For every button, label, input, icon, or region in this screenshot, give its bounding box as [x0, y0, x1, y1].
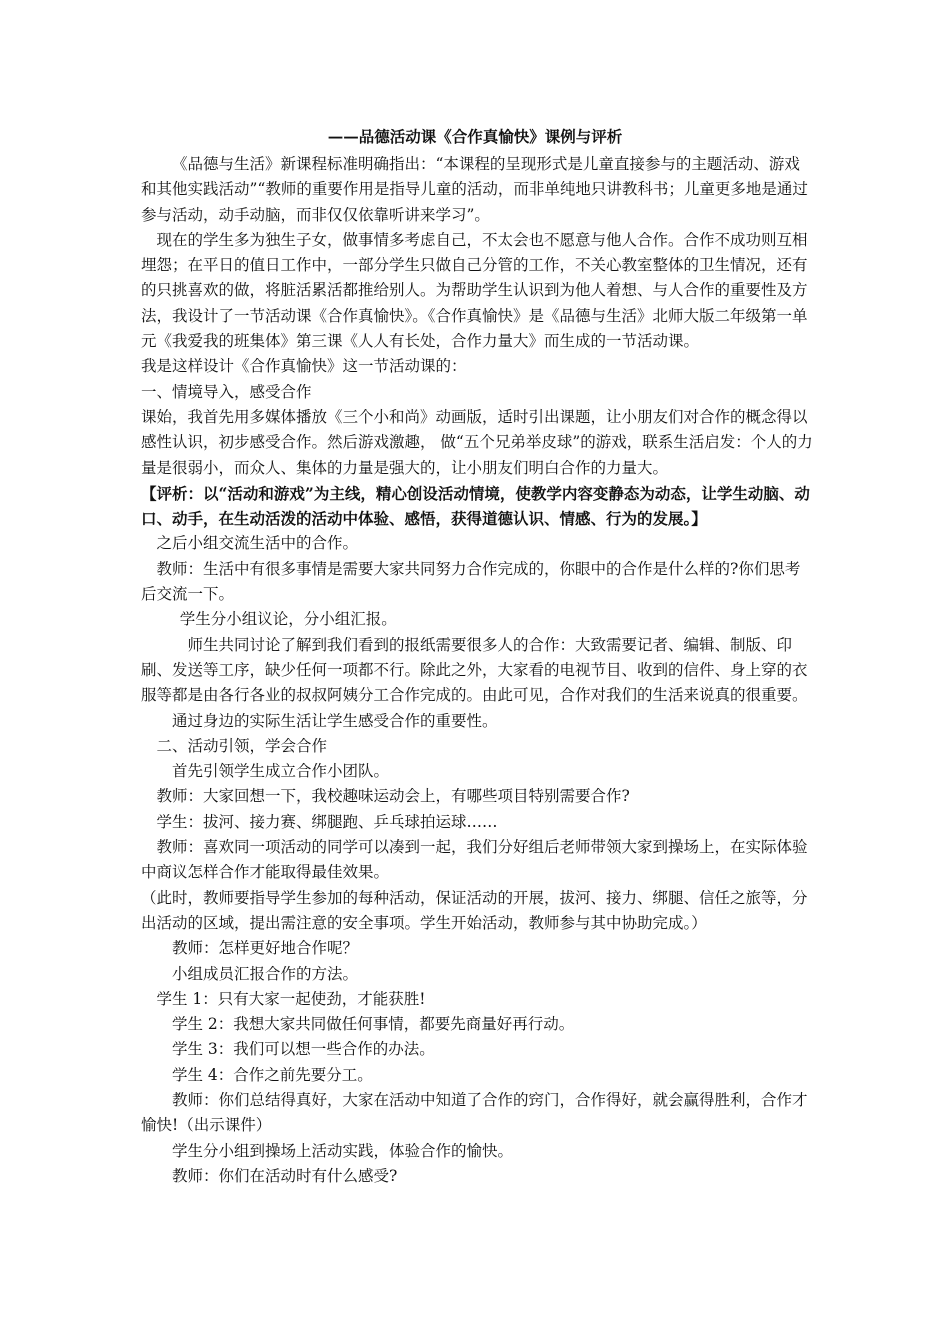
paragraph: 我是这样设计《合作真愉快》这一节活动课的：	[141, 357, 467, 376]
paragraph: 学生分小组议论，分小组汇报。	[179, 610, 397, 629]
paragraph: 课始，我首先用多媒体播放《三个小和尚》动画版，适时引出课题，让小朋友们对合作的概念得以感性认识，初步感受合作。然后游戏激趣， 做“五个兄弟举皮球”的游戏，联系生活启发：个人的力量是很弱小，而众人、集体的力量是强大的，让小朋友们明白合作的力量大。	[141, 407, 813, 477]
paragraph: 教师：怎样更好地合作呢？	[172, 939, 359, 958]
paragraph: 学生 4：合作之前先要分工。	[172, 1065, 373, 1084]
paragraph: 学生 3：我们可以想一些合作的办法。	[172, 1040, 435, 1059]
paragraph: 《品德与生活》新课程标准明确指出：“本课程的呈现形式是儿童直接参与的主题活动、游戏和其他实践活动”“教师的重要作用是指导儿童的活动，而非单纯地只讲教科书；儿童更多地是通过参与活动，动手动脑，而非仅仅依靠听讲来学习”。	[141, 155, 808, 224]
paragraph: 一、情境导入，感受合作	[141, 382, 312, 401]
paragraph: 二、活动引领，学会合作	[156, 736, 328, 755]
document-body	[141, 152, 813, 1189]
paragraph: 首先引领学生成立合作小团队。	[172, 762, 390, 781]
paragraph: 小组成员汇报合作的方法。	[172, 964, 359, 983]
paragraph: 教师：你们总结得真好，大家在活动中知道了合作的窍门，合作得好，就会赢得胜利，合作才愉快!（出示课件）	[141, 1090, 808, 1135]
paragraph: 之后小组交流生活中的合作。	[156, 534, 359, 553]
paragraph: 学生 1：只有大家一起使劲，才能获胜!	[156, 989, 426, 1008]
paragraph: 教师：喜欢同一项活动的同学可以凑到一起，我们分好组后老师带领大家到操场上，在实际体验中商议怎样合作才能取得最佳效果。	[141, 838, 808, 882]
paragraph: 学生分小组到操场上活动实践，体验合作的愉快。	[172, 1141, 514, 1160]
paragraph: 学生 2：我想大家共同做任何事情，都要先商量好再行动。	[172, 1015, 575, 1034]
paragraph: 教师：生活中有很多事情是需要大家共同努力合作完成的，你眼中的合作是什么样的?你们思考后交流一下。	[141, 559, 801, 604]
paragraph: （此时，教师要指导学生参加的每种活动，保证活动的开展，拔河、接力、绑腿、信任之旅等，分出活动的区域，提出需注意的安全事项。学生开始活动，教师参与其中协助完成。）	[141, 888, 808, 932]
paragraph: 师生共同讨论了解到我们看到的报纸需要很多人的合作：大致需要记者、编辑、制版、印刷、发送等工序，缺少任何一项都不行。除此之外，大家看的电视节目、收到的信件、身上穿的衣服等都是由各行各业的叔叔阿姨分工合作完成的。由此可见，合作对我们的生活来说真的很重要。	[141, 635, 808, 705]
document-title: ——品德活动课《合作真愉快》课例与评析	[327, 127, 623, 146]
commentary-paragraph: 【评析：以“活动和游戏”为主线，精心创设活动情境，使教学内容变静态为动态，让学生动脑、动口、动手，在生动活泼的活动中体验、感悟，获得道德认识、情感、行为的发展。】	[141, 483, 810, 529]
paragraph: 教师：你们在活动时有什么感受?	[172, 1166, 398, 1185]
paragraph: 通过身边的实际生活让学生感受合作的重要性。	[172, 711, 498, 730]
paragraph: 学生：拔河、接力赛、绑腿跑、乒乓球拍运球……	[156, 812, 498, 831]
paragraph: 现在的学生多为独生子女，做事情多考虑自己，不太会也不愿意与他人合作。合作不成功则互相埋怨；在平日的值日工作中，一部分学生只做自己分管的工作，不关心教室整体的卫生情况，还有的只挑喜欢的做，将脏活累活都推给别人。为帮助学生认识到为他人着想、与人合作的重要性及方法，我设计了一节活动课《合作真愉快》。《合作真愉快》是《品德与生活》北师大版二年级第一单元《我爱我的班集体》第三课《人人有长处，合作力量大》而生成的一节活动课。	[141, 230, 808, 351]
paragraph: 教师：大家回想一下，我校趣味运动会上，有哪些项目特别需要合作?	[156, 787, 630, 806]
